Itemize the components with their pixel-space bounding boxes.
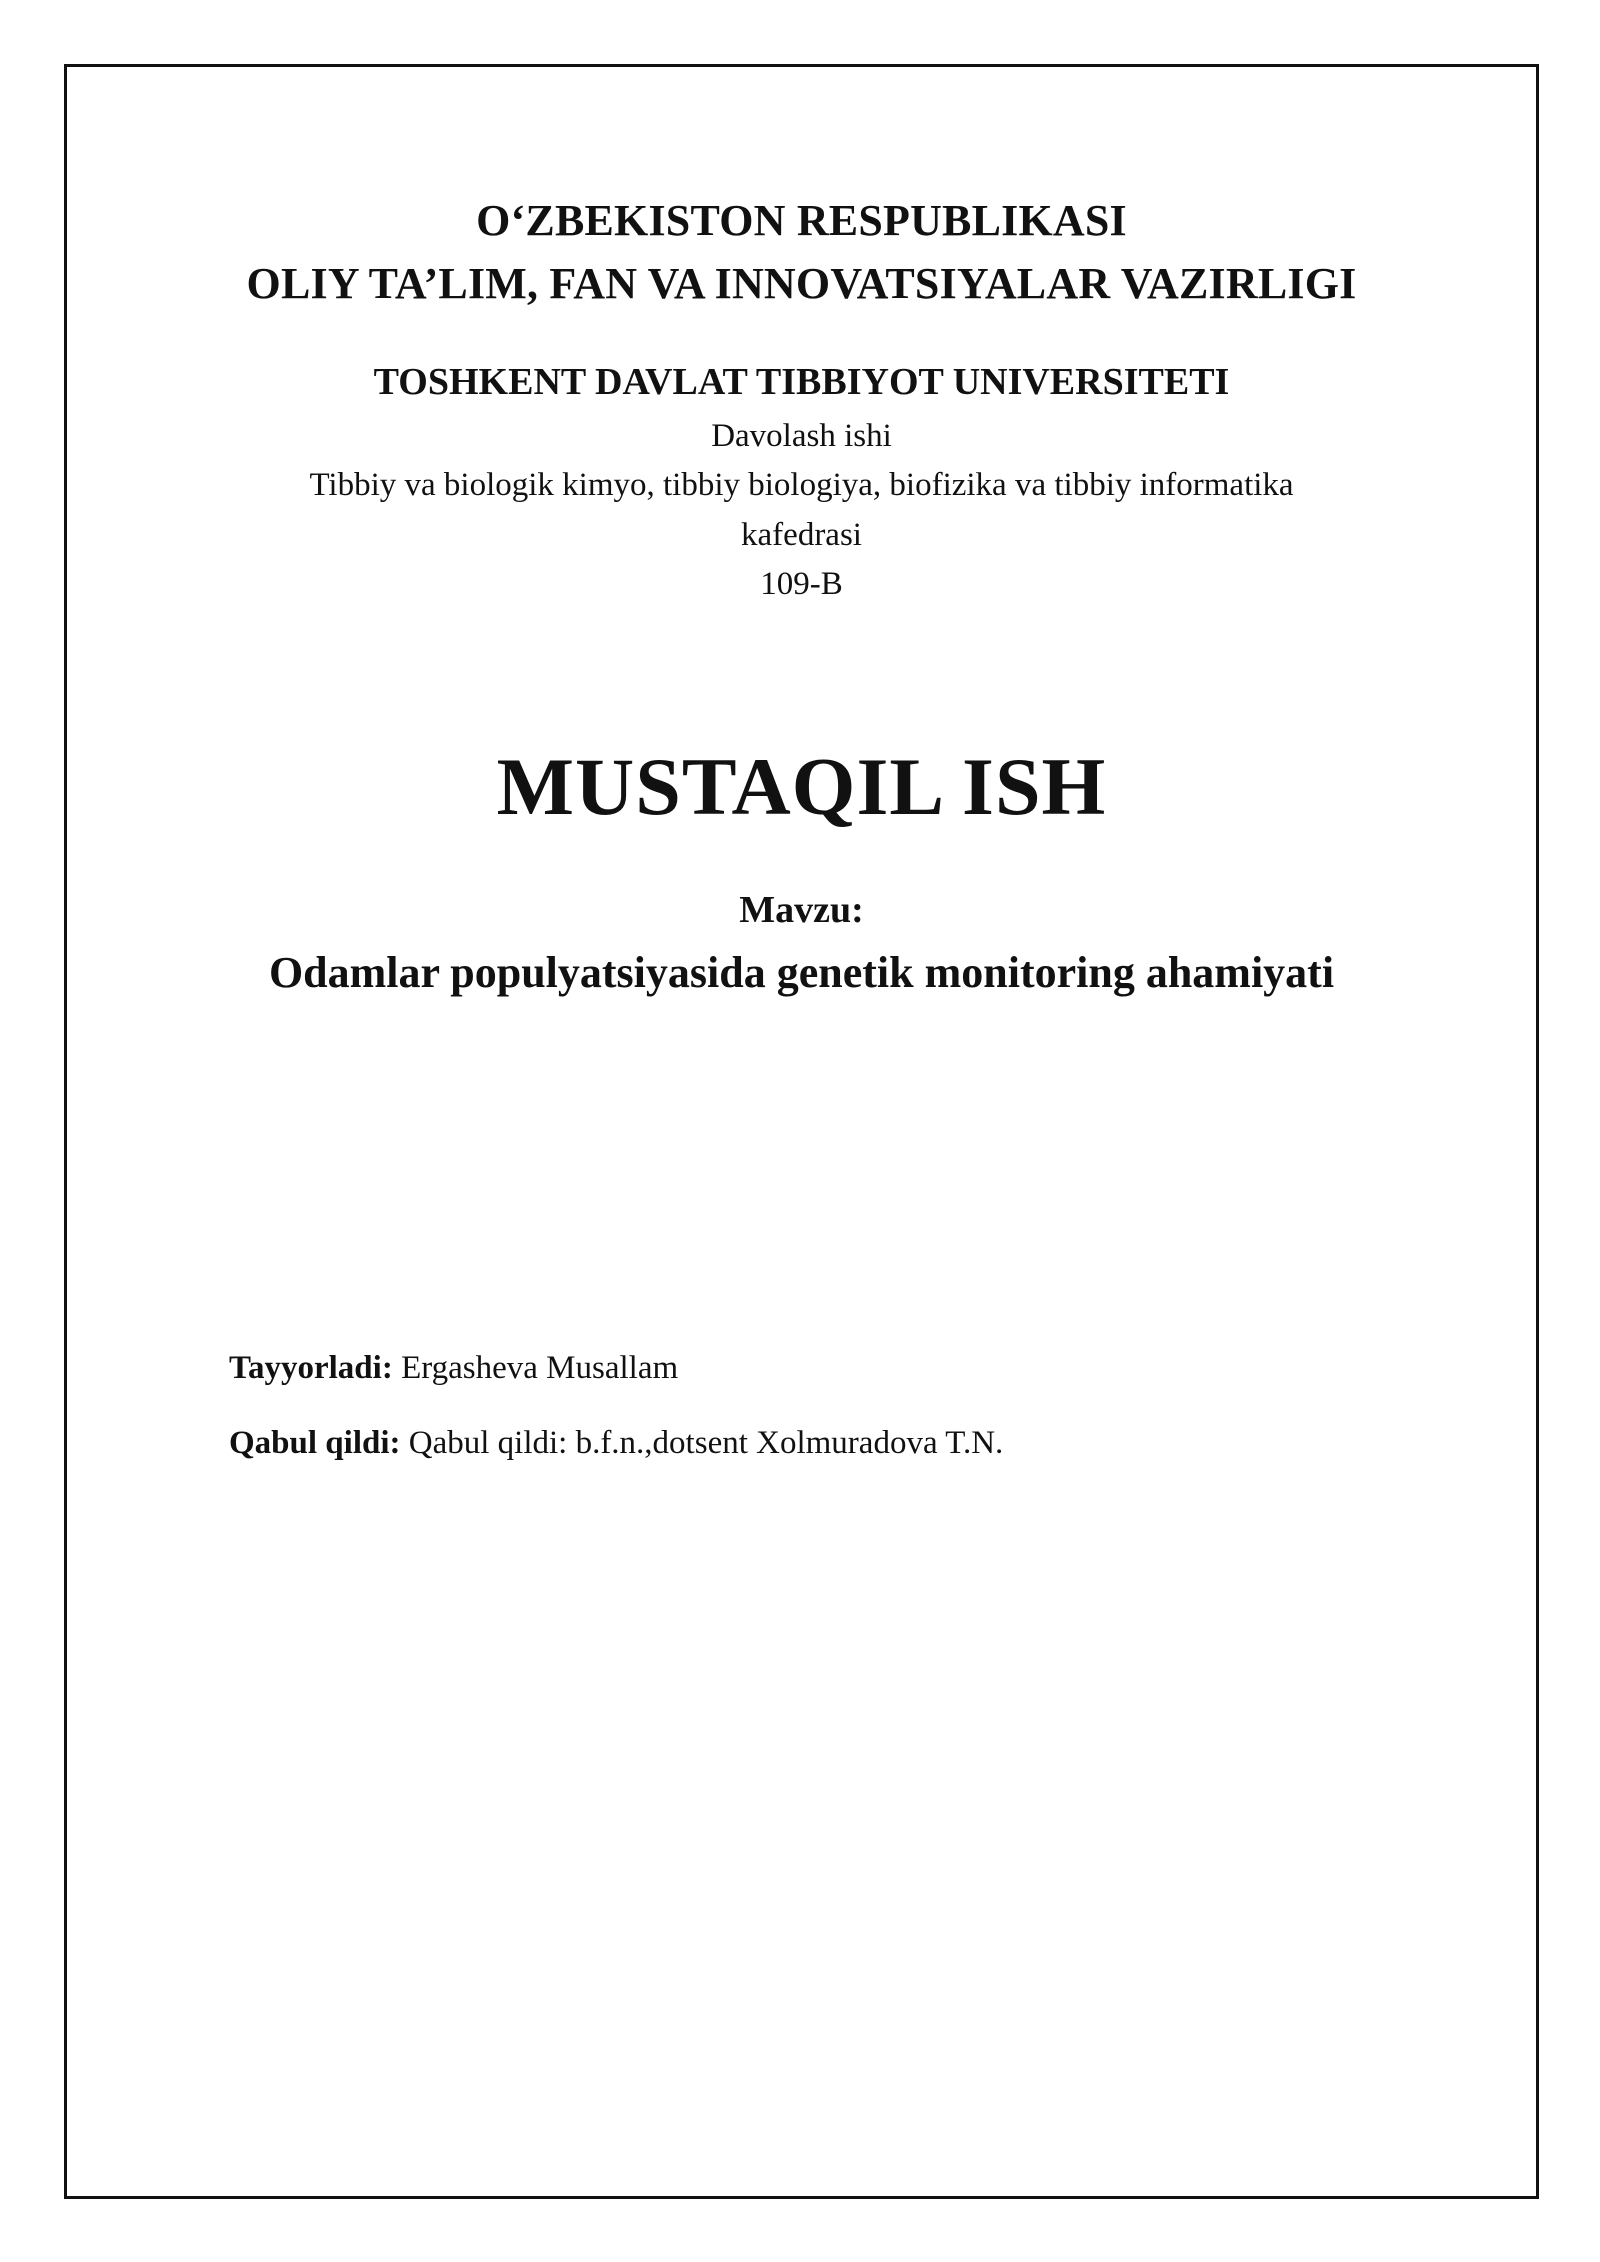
prepared-by-value: Ergasheva Musallam xyxy=(392,1350,679,1386)
country-heading: O‘ZBEKISTON RESPUBLIKASI xyxy=(476,196,1127,245)
ministry-heading: OLIY TA’LIM, FAN VA INNOVATSIYALAR VAZIRLIGI xyxy=(246,259,1357,308)
accepted-by-label: Qabul qildi: xyxy=(229,1425,401,1461)
topic-title: Odamlar populyatsiyasida genetik monitoring ahamiyati xyxy=(268,948,1335,997)
department-name-line-1: Tibbiy va biologik kimyo, tibbiy biologiya, biofizika va tibbiy informatika xyxy=(309,467,1294,503)
accepted-by-line xyxy=(229,1425,1003,1462)
group-number: 109-B xyxy=(760,566,843,602)
topic-label: Mavzu: xyxy=(739,889,864,931)
department-name-line-2: kafedrasi xyxy=(741,517,862,553)
prepared-by-line xyxy=(229,1350,678,1387)
university-name: TOSHKENT DAVLAT TIBBIYOT UNIVERSITETI xyxy=(373,361,1230,403)
faculty-name: Davolash ishi xyxy=(711,418,892,454)
document-title: MUSTAQIL ISH xyxy=(496,741,1107,832)
accepted-by-value: Qabul qildi: b.f.n.,dotsent Xolmuradova T.N. xyxy=(400,1425,1004,1461)
prepared-by-label: Tayyorladi: xyxy=(229,1350,393,1386)
